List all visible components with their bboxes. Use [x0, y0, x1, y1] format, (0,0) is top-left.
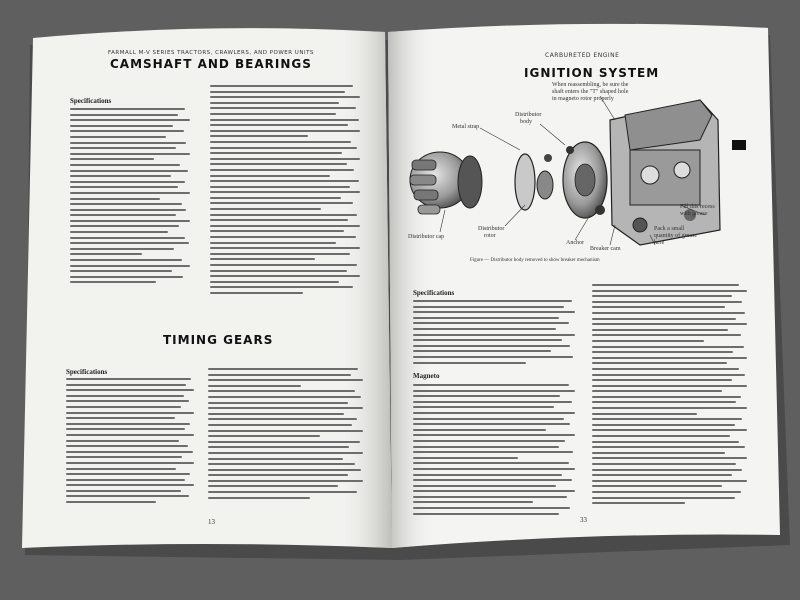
left-specifications-text: [70, 108, 190, 287]
right-column-2-text: [592, 284, 747, 508]
label-fill-grease-1: Fill this recess: [680, 204, 715, 210]
left-specifications-heading: Specifications: [70, 97, 112, 105]
timing-gears-title: TIMING GEARS: [163, 333, 274, 347]
right-section-title: IGNITION SYSTEM: [524, 66, 660, 80]
label-distributor-cap: Distributor cap: [408, 234, 445, 240]
magneto-text: [413, 384, 575, 518]
timing-specifications-text: [66, 378, 194, 507]
label-distributor-rotor-2: rotor: [484, 233, 496, 239]
label-fill-grease-2: with grease: [680, 211, 708, 217]
right-specifications-text: [413, 300, 575, 367]
label-metal-strap: Metal strap: [452, 124, 480, 130]
right-page-number: 33: [580, 516, 587, 524]
timing-column-2-text: [208, 368, 363, 502]
callout-top-line-3: in magneto rotor properly: [552, 96, 614, 102]
label-pack-grease-2: quantity of grease: [654, 233, 697, 239]
label-anchor: Anchor: [566, 240, 584, 246]
right-specifications-heading: Specifications: [413, 289, 455, 297]
label-distributor-body-2: body: [520, 119, 532, 125]
label-pack-grease-3: here: [654, 240, 665, 246]
callout-top-line-2: shaft enters the "T" shaped hole: [552, 89, 629, 95]
page-index-tab: [732, 140, 746, 150]
left-running-head: FARMALL M-V SERIES TRACTORS, CRAWLERS, AND POWER UNITS: [108, 50, 314, 56]
magneto-heading: Magneto: [413, 372, 440, 380]
label-distributor-rotor-1: Distributor: [478, 226, 505, 232]
label-distributor-body-1: Distributor: [515, 112, 542, 118]
figure-caption: Figure — Distributor body removed to show breaker mechanism: [470, 258, 600, 263]
distributor-body-drawing: [563, 142, 607, 218]
left-page-number: 13: [208, 518, 215, 526]
left-column-2-top-text: [210, 85, 360, 298]
timing-specifications-heading: Specifications: [66, 368, 108, 376]
callout-top-line-1: When reassembling, be sure the: [552, 82, 629, 88]
right-running-head: CARBURETED ENGINE: [545, 52, 620, 59]
left-section-title: CAMSHAFT AND BEARINGS: [110, 57, 312, 71]
magneto-housing-drawing: [610, 100, 720, 245]
label-pack-grease-1: Pack a small: [654, 226, 685, 232]
metal-strap-drawing: [515, 154, 535, 210]
label-breaker-cam: Breaker cam: [590, 246, 621, 252]
